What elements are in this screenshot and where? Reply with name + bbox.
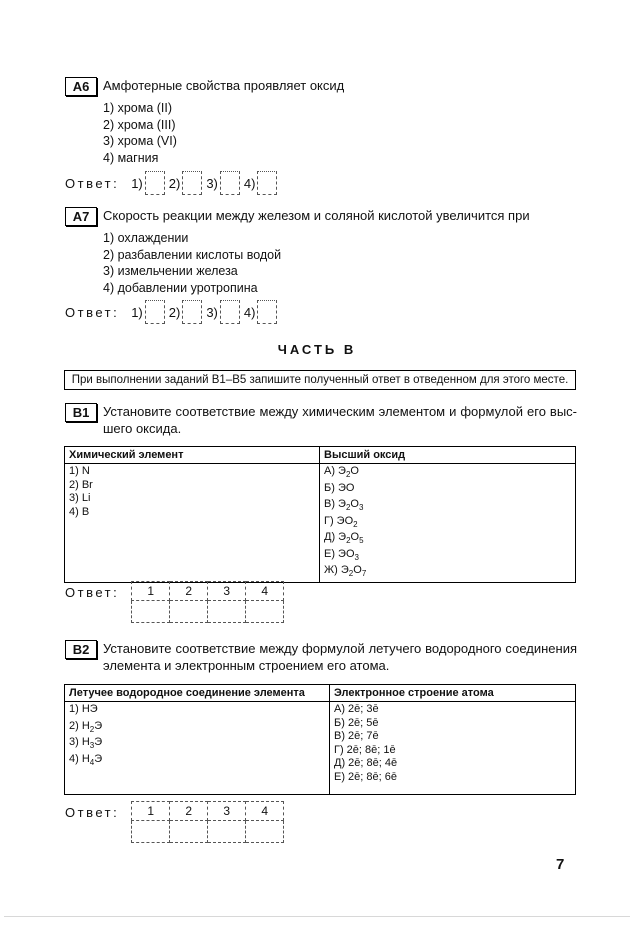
answer-box-1[interactable] — [145, 300, 165, 324]
matching-table-b1 — [64, 446, 576, 583]
question-text: Установите соответствие между формулой летучего водородного соединения элемента и электронным строением его атома. — [103, 641, 577, 673]
element-item: 1) N — [69, 465, 90, 477]
matching-table-b2 — [64, 684, 576, 795]
answer-grid-b2 — [65, 801, 284, 843]
instruction-note: При выполнении заданий В1–В5 запишите полученный ответ в отведенном для этого месте. — [64, 370, 576, 390]
column-header: Электронное строение атома — [330, 685, 576, 702]
answer-box-2[interactable] — [182, 300, 202, 324]
structure-item: Е) 2ē; 8ē; 6ē — [334, 770, 397, 783]
structure-item: А) 2ē; 3ē — [334, 703, 379, 715]
grid-header: 2 — [170, 802, 208, 821]
option: 1) хрома (II) — [103, 101, 173, 115]
right-column — [320, 464, 576, 583]
question-a7 — [65, 207, 577, 296]
element-item: 4) B — [69, 505, 90, 518]
answer-box-4[interactable] — [257, 300, 277, 324]
column-header: Летучее водородное соединение элемента — [65, 685, 330, 702]
answer-option-label: 2) — [168, 175, 181, 191]
answer-option-label: 2) — [168, 304, 181, 320]
answer-cell[interactable] — [208, 821, 246, 843]
options-list — [103, 230, 577, 296]
structure-item: Г) 2ē; 8ē; 1ē — [334, 743, 396, 756]
oxide-item: Ж) $Э_2O_7$ — [324, 564, 367, 578]
oxide-item: Г) $ЭO_2$ — [324, 514, 358, 529]
answer-cell[interactable] — [246, 601, 284, 623]
compound-item: 4) $Н_4Э$ — [69, 752, 103, 767]
right-column — [330, 702, 576, 795]
left-column — [65, 464, 320, 583]
part-title: ЧАСТЬ В — [277, 342, 357, 357]
question-tag: В1 — [65, 403, 97, 422]
option: 1) охлаждении — [103, 231, 189, 245]
answer-cell[interactable] — [132, 601, 170, 623]
grid-header: 1 — [132, 582, 170, 601]
answer-box-3[interactable] — [220, 171, 240, 195]
answer-label: Ответ: — [65, 805, 120, 820]
oxide-item: В) $Э_2O_3$ — [324, 498, 364, 512]
answer-label: Ответ: — [65, 175, 120, 191]
oxide-item: Д) $Э_2O_5$ — [324, 531, 364, 545]
oxide-item: Е) $ЭO_3$ — [324, 547, 359, 562]
grid-header: 4 — [246, 802, 284, 821]
question-text: Скорость реакции между железом и соляной кислотой увеличится при — [103, 208, 530, 223]
question-text: Амфотерные свойства проявляет оксид — [103, 78, 345, 93]
element-item: 3) Li — [69, 492, 91, 504]
option: 2) разбавлении кислоты водой — [103, 247, 282, 262]
option: 4) магния — [103, 150, 159, 165]
structure-item: Б) 2ē; 5ē — [334, 716, 379, 729]
option: 3) хрома (VI) — [103, 134, 177, 148]
question-b2 — [65, 640, 577, 674]
option: 2) хрома (III) — [103, 117, 176, 132]
answer-grid — [131, 581, 284, 623]
answer-option-label: 4) — [243, 304, 256, 320]
answer-cell[interactable] — [132, 821, 170, 843]
question-a6 — [65, 77, 577, 166]
answer-option-label: 4) — [243, 175, 256, 191]
page-edge — [4, 916, 630, 917]
column-header: Высший оксид — [320, 447, 576, 464]
options-list — [103, 100, 577, 166]
answer-box-3[interactable] — [220, 300, 240, 324]
answer-option-label: 3) — [206, 304, 218, 320]
answer-option-label: 3) — [206, 175, 218, 191]
answer-option-label: 1) — [131, 304, 143, 320]
answer-cell[interactable] — [246, 821, 284, 843]
oxide-item: А) $Э_2O$ — [324, 465, 359, 479]
oxide-item: Б) ЭO — [324, 481, 355, 494]
structure-item: Д) 2ē; 8ē; 4ē — [334, 757, 398, 769]
grid-header: 1 — [132, 802, 170, 821]
answer-cell[interactable] — [170, 821, 208, 843]
column-header: Химический элемент — [65, 447, 320, 464]
answer-row-a6 — [65, 171, 281, 195]
answer-box-1[interactable] — [145, 171, 165, 195]
answer-option-label: 1) — [131, 175, 143, 191]
compound-item: 2) $Н_2Э$ — [69, 719, 103, 734]
grid-header: 4 — [246, 582, 284, 601]
question-text: Установите соответствие между химическим элементом и формулой его выс-шего оксида. — [103, 404, 577, 436]
left-column — [65, 702, 330, 795]
grid-header: 3 — [208, 582, 246, 601]
answer-label: Ответ: — [65, 585, 120, 600]
structure-item: В) 2ē; 7ē — [334, 730, 379, 742]
page-number: 7 — [556, 856, 565, 873]
answer-cell[interactable] — [208, 601, 246, 623]
grid-header: 3 — [208, 802, 246, 821]
answer-row-a7 — [65, 300, 281, 324]
answer-box-4[interactable] — [257, 171, 277, 195]
answer-grid-b1 — [65, 581, 284, 623]
question-tag: А7 — [65, 207, 97, 226]
answer-label: Ответ: — [65, 304, 120, 320]
question-tag: А6 — [65, 77, 97, 96]
answer-grid — [131, 801, 284, 843]
option: 4) добавлении уротропина — [103, 280, 258, 295]
grid-header: 2 — [170, 582, 208, 601]
compound-item: 3) $Н_3Э$ — [69, 736, 103, 750]
element-item: 2) Br — [69, 478, 93, 491]
answer-box-2[interactable] — [182, 171, 202, 195]
option: 3) измельчении железа — [103, 264, 238, 278]
question-tag: В2 — [65, 640, 97, 659]
answer-cell[interactable] — [170, 601, 208, 623]
question-b1 — [65, 403, 577, 437]
compound-item: 1) НЭ — [69, 703, 98, 715]
